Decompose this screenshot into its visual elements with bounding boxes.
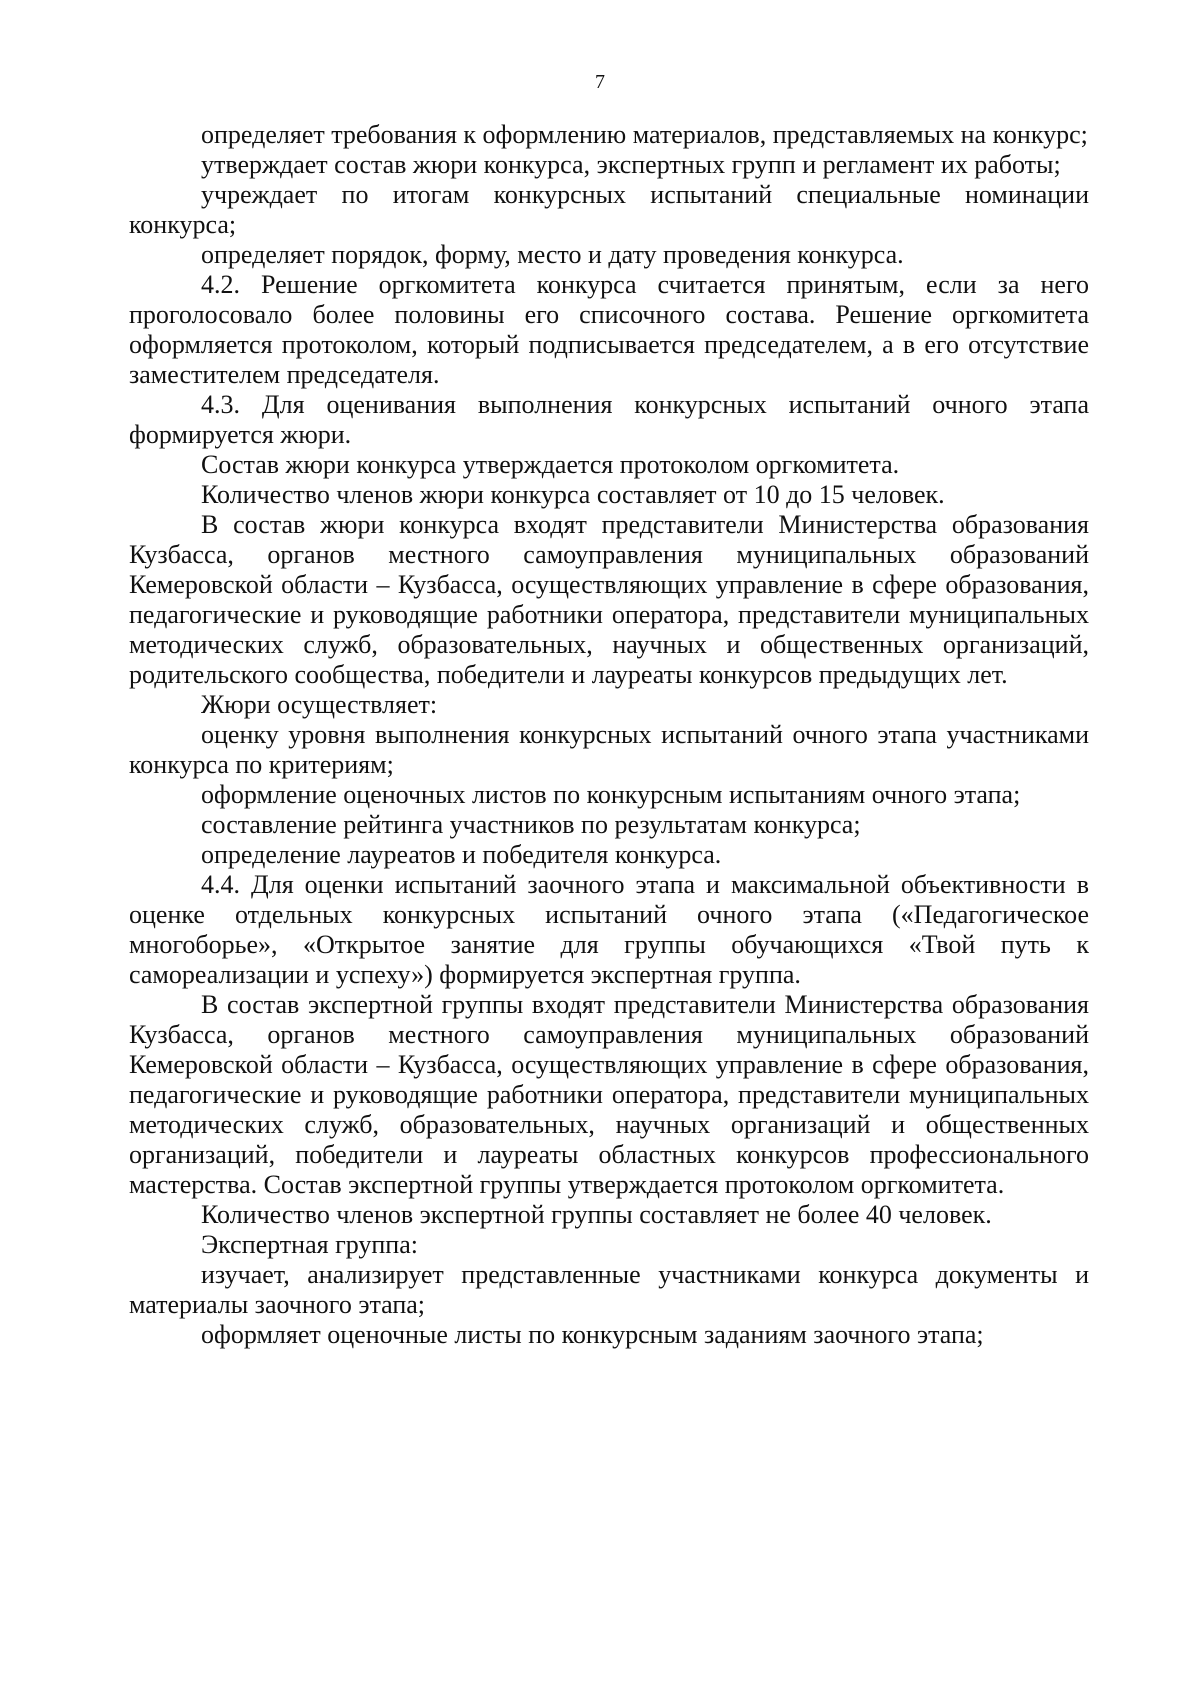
paragraph: учреждает по итогам конкурсных испытаний специальные номинации конкурса; bbox=[129, 180, 1089, 239]
paragraph: 4.2. Решение оргкомитета конкурса считается принятым, если за него проголосовало более половины его списочного состава. Решение оргкомитета оформляется протоколом, который подписывается председателем, а в его отсутствие заместителем председателя. bbox=[129, 270, 1089, 389]
paragraph: Экспертная группа: bbox=[201, 1230, 418, 1259]
paragraph: В состав экспертной группы входят представители Министерства образования Кузбасса, органов местного самоуправления муниципальных образований Кемеровской области – Кузбасса, осуществляющих управление в сфере образования, педагогические и руководящие работники оператора, представители муниципальных методических служб, образовательных, научных организаций и общественных организаций, победители и лауреаты областных конкурсов профессионального мастерства. Состав экспертной группы утверждается протоколом оргкомитета. bbox=[129, 990, 1089, 1199]
paragraph: определяет требования к оформлению материалов, представляемых на конкурс; bbox=[201, 120, 1088, 149]
paragraph: оформляет оценочные листы по конкурсным заданиям заочного этапа; bbox=[201, 1320, 984, 1349]
paragraph: 4.3. Для оценивания выполнения конкурсных испытаний очного этапа формируется жюри. bbox=[129, 390, 1089, 449]
paragraph: изучает, анализирует представленные участниками конкурса документы и материалы заочного этапа; bbox=[129, 1260, 1089, 1319]
page-number: 7 bbox=[595, 71, 605, 93]
paragraph: Состав жюри конкурса утверждается протоколом оргкомитета. bbox=[201, 450, 900, 479]
paragraph: В состав жюри конкурса входят представители Министерства образования Кузбасса, органов местного самоуправления муниципальных образований Кемеровской области – Кузбасса, осуществляющих управление в сфере образования, педагогические и руководящие работники оператора, представители муниципальных методических служб, образовательных, научных и общественных организаций, родительского сообщества, победители и лауреаты конкурсов предыдущих лет. bbox=[129, 510, 1089, 689]
paragraph: определяет порядок, форму, место и дату проведения конкурса. bbox=[201, 240, 904, 269]
paragraph: Количество членов жюри конкурса составляет от 10 до 15 человек. bbox=[201, 480, 945, 509]
paragraph: Количество членов экспертной группы составляет не более 40 человек. bbox=[201, 1200, 992, 1229]
document-body bbox=[129, 120, 1089, 1350]
paragraph: составление рейтинга участников по результатам конкурса; bbox=[201, 810, 861, 839]
paragraph: оценку уровня выполнения конкурсных испытаний очного этапа участниками конкурса по критериям; bbox=[129, 720, 1089, 779]
paragraph: утверждает состав жюри конкурса, экспертных групп и регламент их работы; bbox=[201, 150, 1061, 179]
paragraph: определение лауреатов и победителя конкурса. bbox=[201, 840, 722, 869]
paragraph: 4.4. Для оценки испытаний заочного этапа и максимальной объективности в оценке отдельных конкурсных испытаний очного этапа («Педагогическое многоборье», «Открытое занятие для группы обучающихся «Твой путь к самореализации и успеху») формируется экспертная группа. bbox=[129, 870, 1089, 989]
paragraph: Жюри осуществляет: bbox=[201, 690, 438, 719]
paragraph: оформление оценочных листов по конкурсным испытаниям очного этапа; bbox=[201, 780, 1021, 809]
